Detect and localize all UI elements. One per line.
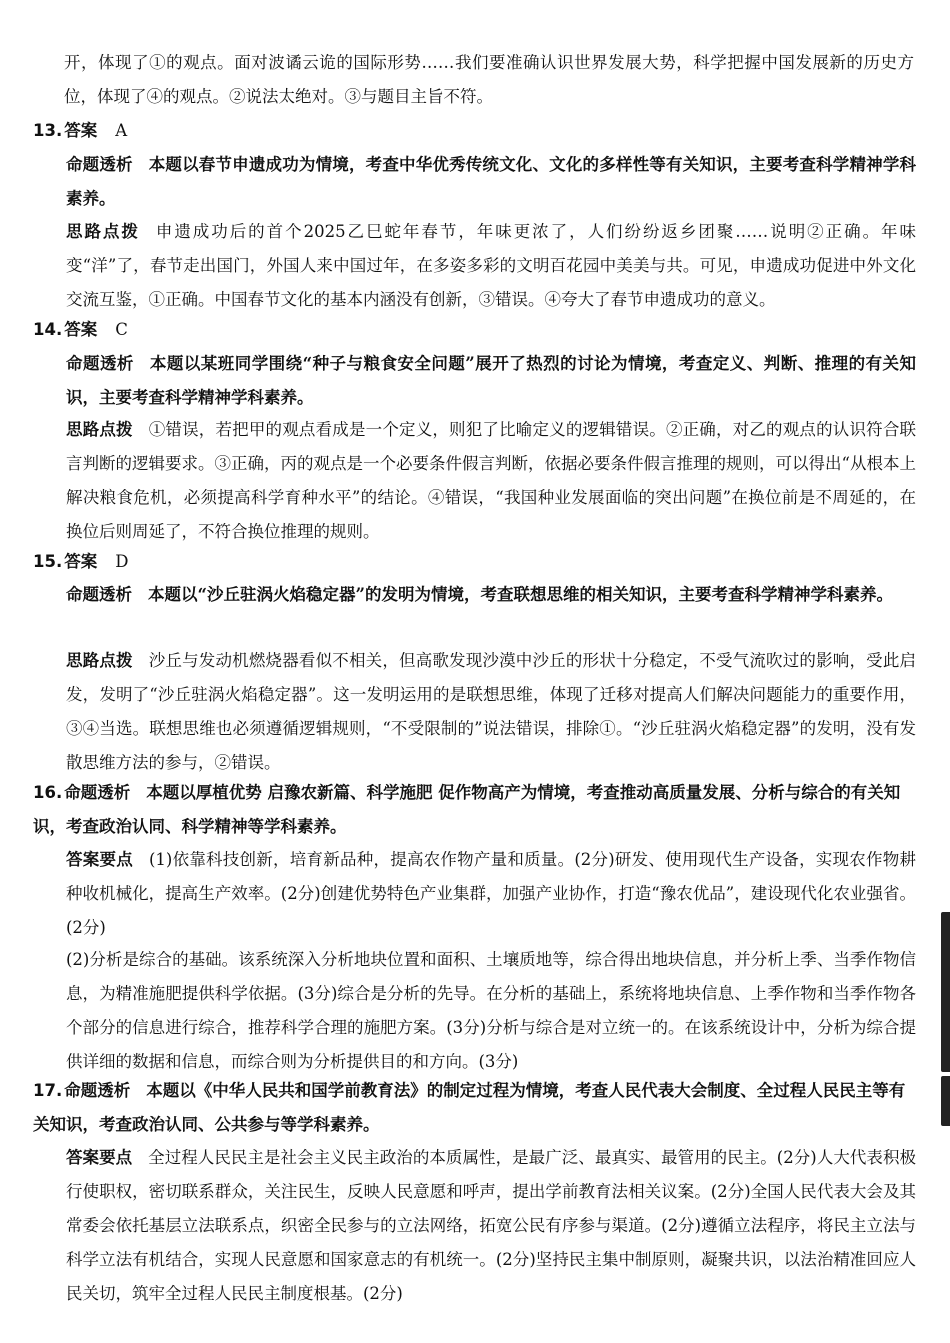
q13-analysis-label: 命题透析 (66, 155, 133, 174)
q15-analysis-label: 命题透析 (66, 585, 132, 604)
q13-analysis-text: 本题以春节申遗成功为情境，考查中华优秀传统文化、文化的多样性等有关知识，主要考查科学精神学科素养。 (66, 155, 917, 208)
q14-number: 14. (33, 320, 63, 339)
q16-number: 16. (33, 783, 63, 802)
q13-hint (66, 215, 916, 317)
q15-hint-label: 思路点拨 (66, 651, 133, 670)
scan-edge-mark (941, 912, 950, 1072)
q17-points-text: 全过程人民民主是社会主义民主政治的本质属性，是最广泛、最真实、最管用的民主。(2分)人大代表积极行使职权，密切联系群众，关注民生，反映人民意愿和呼声，提出学前教育法相关议案。(2分)全国人民代表大会及其常委会依托基层立法联系点，织密全民参与的立法网络，拓宽公民有序参与渠道。(2分)遵循立法程序，将民主立法与科学立法有机结合，实现人民意愿和国家意志的有机统一。(2分)坚持民主集中制原则，凝聚共识，以法治精准回应人民关切，筑牢全过程人民民主制度根基。(2分) (66, 1148, 916, 1303)
q16-points-text-2: (2)分析是综合的基础。该系统深入分析地块位置和面积、土壤质地等，综合得出地块信息，并分析上季、当季作物信息，为精准施肥提供科学依据。(3分)综合是分析的先导。在分析的基础上，系统将地块信息、上季作物和当季作物各个部分的信息进行综合，推荐科学合理的施肥方案。(3分)分析与综合是对立统一的。在该系统设计中，分析为综合提供详细的数据和信息，而综合则为分析提供目的和方向。(3分) (66, 950, 916, 1071)
q13-hint-label: 思路点拨 (66, 222, 140, 241)
intro-text: 开，体现了①的观点。面对波谲云诡的国际形势……我们要准确认识世界发展大势，科学把握中国发展新的历史方位，体现了④的观点。②说法太绝对。③与题目主旨不符。 (64, 53, 914, 106)
q15-answer-line (33, 545, 913, 579)
q13-analysis (66, 148, 916, 216)
q17-analysis-label: 命题透析 (64, 1081, 131, 1100)
q16-analysis (33, 776, 913, 844)
q16-analysis-label: 命题透析 (64, 783, 131, 802)
q14-answer-label: 答案 (64, 320, 98, 339)
intro-paragraph (64, 46, 914, 114)
q15-number: 15. (33, 552, 63, 571)
q14-answer-line (33, 313, 913, 347)
q17-points-label: 答案要点 (66, 1148, 133, 1167)
q14-analysis-label: 命题透析 (66, 354, 134, 373)
q13-number: 13. (33, 121, 63, 140)
q13-answer-label: 答案 (64, 121, 98, 140)
q17-points (66, 1141, 916, 1311)
q15-answer-label: 答案 (64, 552, 98, 571)
q17-analysis-text: 本题以《中华人民共和国学前教育法》的制定过程为情境，考查人民代表大会制度、全过程人民民主等有关知识，考查政治认同、公共参与等学科素养。 (33, 1081, 906, 1134)
q13-answer-line (33, 114, 913, 148)
q14-analysis-text: 本题以某班同学围绕“种子与粮食安全问题”展开了热烈的讨论为情境，考查定义、判断、推理的有关知识，主要考查科学精神学科素养。 (66, 354, 917, 407)
q14-hint-label: 思路点拨 (66, 420, 133, 439)
scan-edge-mark-lower (941, 1076, 950, 1126)
q13-hint-text: 申遗成功后的首个2025乙巳蛇年春节，年味更浓了，人们纷纷返乡团聚……说明②正确。年味变“洋”了，春节走出国门，外国人来中国过年，在多姿多彩的文明百花园中美美与共。可见，申遗成功促进中外文化交流互鉴，①正确。中国春节文化的基本内涵没有创新，③错误。④夸大了春节申遗成功的意义。 (66, 222, 916, 309)
q15-hint-text: 沙丘与发动机燃烧器看似不相关，但高歌发现沙漠中沙丘的形状十分稳定，不受气流吹过的影响，受此启发，发明了“沙丘驻涡火焰稳定器”。这一发明运用的是联想思维，体现了迁移对提高人们解决问题能力的重要作用，③④当选。联想思维也必须遵循逻辑规则，“不受限制的”说法错误，排除①。“沙丘驻涡火焰稳定器”的发明，没有发散思维方法的参与，②错误。 (66, 651, 917, 772)
q14-hint (66, 413, 916, 549)
q15-hint (66, 644, 916, 780)
q17-number: 17. (33, 1081, 63, 1100)
q15-analysis-text: 本题以“沙丘驻涡火焰稳定器”的发明为情境，考查联想思维的相关知识，主要考查科学精神学科素养。 (148, 585, 893, 604)
q16-analysis-text: 本题以厚植优势 启豫农新篇、科学施肥 促作物高产为情境，考查推动高质量发展、分析与综合的有关知识，考查政治认同、科学精神等学科素养。 (33, 783, 901, 836)
q16-points-label: 答案要点 (66, 850, 133, 869)
q14-answer-value: C (115, 320, 128, 339)
q13-answer-value: A (115, 121, 128, 140)
q15-analysis (66, 578, 916, 612)
q14-hint-text: ①错误，若把甲的观点看成是一个定义，则犯了比喻定义的逻辑错误。②正确，对乙的观点的认识符合联言判断的逻辑要求。③正确，丙的观点是一个必要条件假言判断，依据必要条件假言推理的规则，可以得出“从根本上解决粮食危机，必须提高科学育种水平”的结论。④错误，“我国种业发展面临的突出问题”在换位前是不周延的，在换位后则周延了，不符合换位推理的规则。 (66, 420, 917, 541)
q15-answer-value: D (115, 552, 129, 571)
q16-points-text-1: (1)依靠科技创新，培育新品种，提高农作物产量和质量。(2分)研发、使用现代生产设备，实现农作物耕种收机械化，提高生产效率。(2分)创建优势特色产业集群，加强产业协作，打造“豫农优品”，建设现代化农业强省。(2分) (66, 850, 917, 937)
q16-points-1 (66, 843, 916, 945)
q16-points-2 (66, 943, 916, 1079)
q17-analysis (33, 1074, 913, 1142)
q14-analysis (66, 347, 916, 415)
